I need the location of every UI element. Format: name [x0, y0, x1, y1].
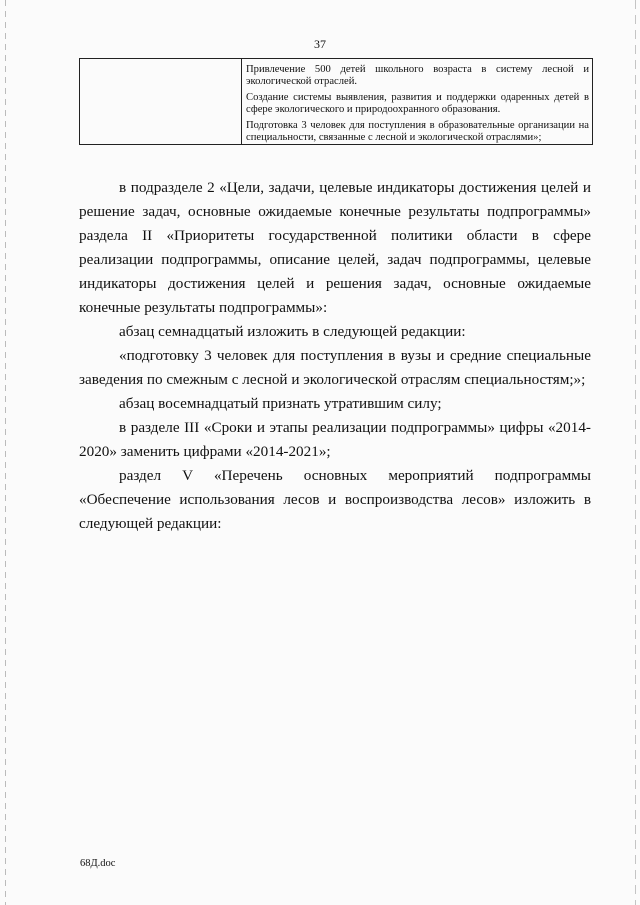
- body-text: [79, 176, 591, 536]
- table-cell-paragraph: Привлечение 500 детей школьного возраста в систему лесной и экологической отраслей.: [246, 64, 589, 87]
- body-paragraph: абзац восемнадцатый признать утратившим силу;: [119, 395, 442, 412]
- footer-filename: 68Д.doc: [80, 858, 116, 869]
- table-row: [80, 59, 593, 145]
- body-paragraph: в разделе III «Сроки и этапы реализации подпрограммы» цифры «2014-2020» заменить цифрами «2014-2021»;: [79, 419, 591, 460]
- body-paragraph: абзац семнадцатый изложить в следующей редакции:: [119, 323, 466, 340]
- continuation-table: [79, 58, 593, 145]
- body-paragraph: в подразделе 2 «Цели, задачи, целевые индикаторы достижения целей и решение задач, основные ожидаемые конечные результаты подпрограммы» раздела II «Приоритеты государственной политики области в сфере реализации подпрограммы, описание целей, задач подпрограммы, целевые индикаторы достижения целей и решения задач, основные ожидаемые конечные результаты подпрограммы»:: [79, 179, 591, 316]
- table-cell-text: [242, 59, 593, 145]
- body-paragraph: «подготовку 3 человек для поступления в вузы и средние специальные заведения по смежным с лесной и экологической отраслям специальностям;»;: [79, 347, 591, 388]
- table-cell-paragraph: Подготовка 3 человек для поступления в образовательные организации на специальности, связанные с лесной и экологической отраслями»;: [246, 120, 589, 143]
- table-cell-paragraph: Создание системы выявления, развития и поддержки одаренных детей в сфере экологического и природоохранного образования.: [246, 92, 589, 115]
- body-paragraph: раздел V «Перечень основных мероприятий подпрограммы «Обеспечение использования лесов и воспроизводства лесов» изложить в следующей редакции:: [79, 467, 591, 532]
- scan-edge-left: [5, 0, 6, 905]
- table-cell-empty: [80, 59, 242, 145]
- page-number: 37: [314, 37, 326, 51]
- scan-edge-right: [635, 0, 636, 905]
